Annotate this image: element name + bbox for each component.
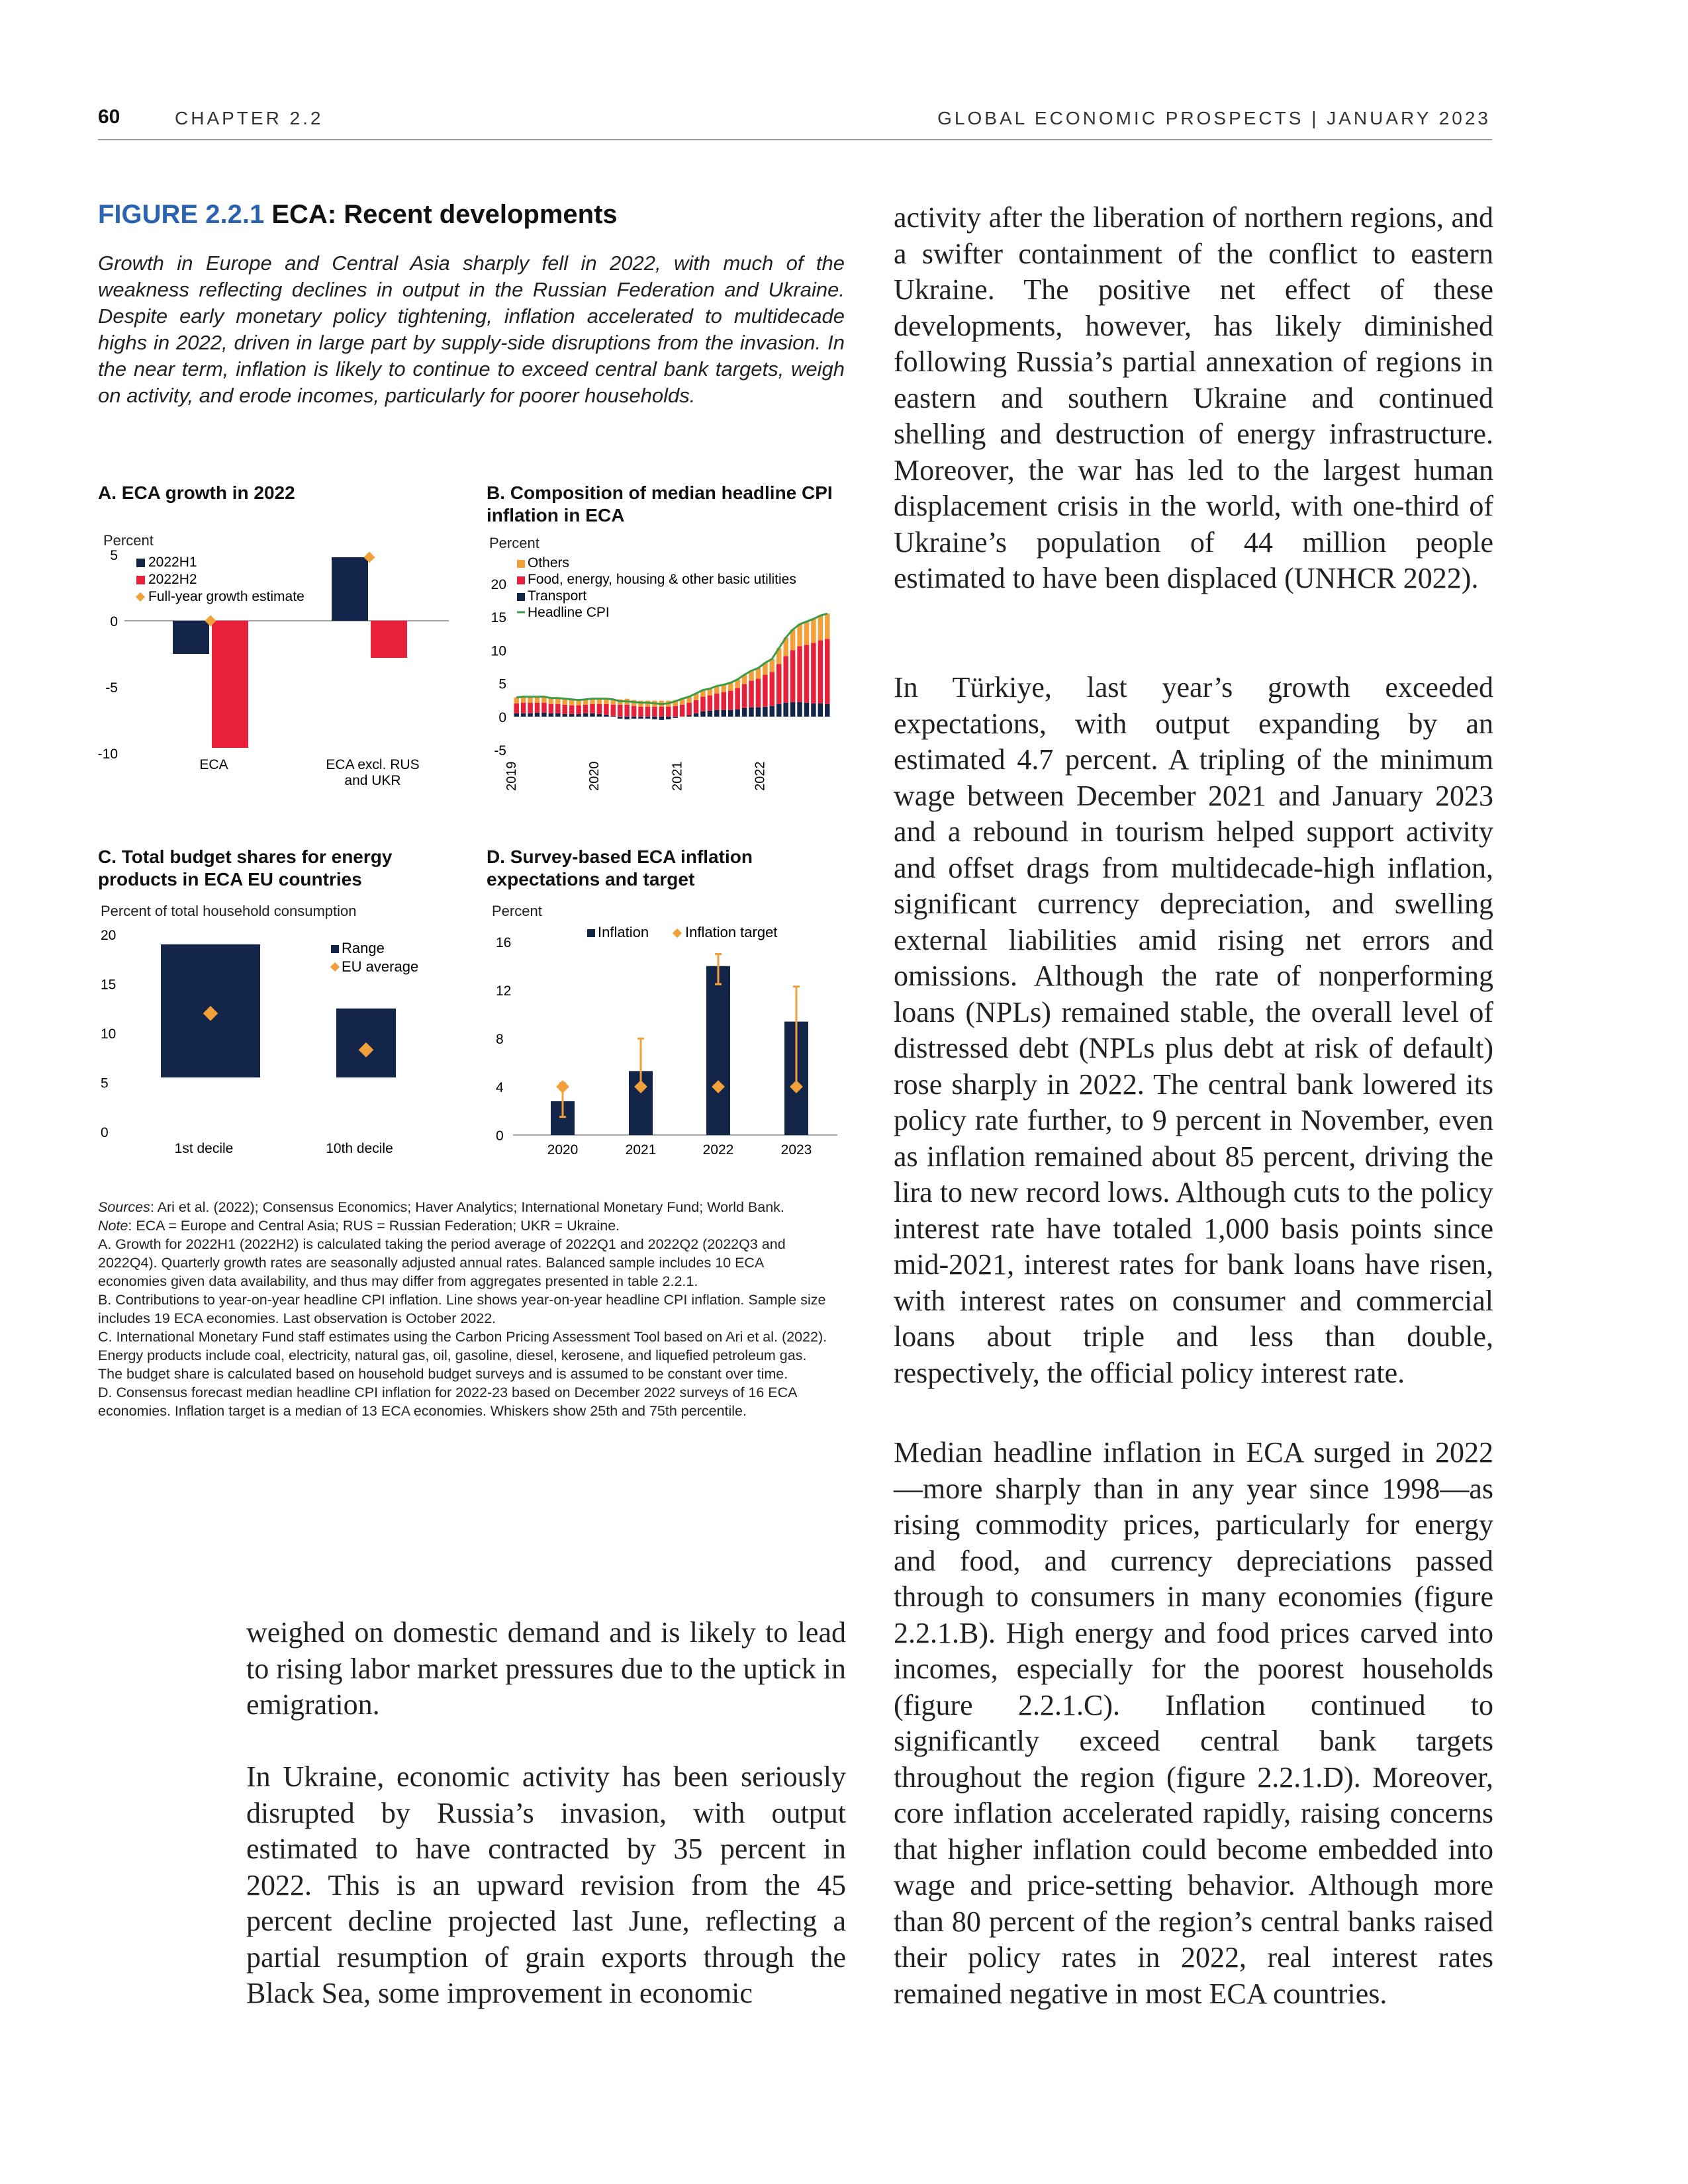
b-bar-35-1 [756,679,761,707]
sources-note [98,1198,833,1216]
legend-swatch-range [331,945,339,953]
a-ytick-3: -10 [98,747,118,762]
page-number: 60 [98,106,120,128]
a-bar-0-1 [212,621,248,748]
b-bar-38-0 [776,704,782,717]
a-bar-0-0 [173,621,209,654]
b-bar-15-0 [618,717,623,719]
a-ytick-0: 5 [110,548,118,563]
b-bar-29-0 [714,710,720,717]
b-bar-25-1 [686,703,692,715]
legend-label-range: Range [342,940,385,956]
chapter-label: CHAPTER 2.2 [175,108,324,128]
a-xtick-1b: and UKR [344,773,401,788]
b-bar-2-0 [528,713,533,717]
c-ytick-1: 15 [101,977,117,993]
b-bar-0-0 [514,713,519,717]
b-ytick-4: 0 [498,709,506,725]
panel-b-title: B. Composition of median headline CPI inflation in ECA [487,482,833,525]
sources-label: Sources [98,1199,150,1215]
b-bar-10-0 [583,713,588,717]
legend-label-fullyear: Full-year growth estimate [148,589,305,604]
d-ytick-0: 16 [496,935,512,951]
b-bar-43-2 [811,619,816,643]
b-bar-32-1 [735,688,740,709]
b-bar-34-1 [749,681,754,707]
c-ytick-4: 0 [101,1125,109,1140]
b-bar-27-0 [700,711,706,717]
note-b: B. Contributions to year-on-year headline CPI inflation. Line shows year-on-year headline CPI inflation. Sample size includes 19 ECA economies. Last observation is October 2022. [98,1292,826,1326]
legend-label-transport: Transport [528,588,587,604]
b-bar-43-1 [811,643,816,703]
b-bar-26-0 [694,713,699,717]
b-bar-42-0 [804,703,810,717]
left-paragraph-2: In Ukraine, economic activity has been seriously disrupted by Russia’s invasion, with output estimated to have contracted by 35 percent in 2022. This is an upward revision from the 45 percent decline projected last June, reflecting a partial resumption of grain exports through the Black Sea, some improvement in economic [246,1760,846,2009]
chart-d-ylabel: Percent [492,903,542,919]
b-bar-25-0 [686,715,692,717]
panel-d-title: D. Survey-based ECA inflation expectations and target [487,846,753,889]
b-bar-35-0 [756,707,761,717]
b-bar-2-1 [528,703,533,713]
b-bar-6-1 [555,704,561,713]
figure-summary: Growth in Europe and Central Asia sharply fell in 2022, with much of the weakness reflecting declines in output in the Russian Federation and Ukraine. Despite early monetary policy tightening, inflation accelerated to multidecade highs in 2022, driven in large part by supply-side disruptions from the invasion. In the near term, inflation is likely to continue to exceed central bank targets, weigh on activity, and erode incomes, particularly for poorer households. [98,251,845,407]
c-xtick-1: 10th decile [326,1141,393,1156]
legend-label-others: Others [528,555,570,570]
b-xtick-0: 2019 [504,761,519,791]
left-paragraph-1: weighed on domestic demand and is likely to lead to rising labor market pressures due to the uptick in emigration. [246,1616,846,1721]
d-xtick-0: 2020 [547,1142,579,1158]
b-bar-5-1 [549,704,554,713]
b-bar-44-2 [818,615,823,640]
legend-swatch-h2 [136,576,145,584]
b-xtick-2: 2021 [670,761,685,791]
b-bar-32-0 [735,709,740,717]
b-bar-40-0 [790,702,796,717]
legend-swatch-h1 [136,559,145,567]
a-ytick-1: 0 [110,614,118,629]
d-ytick-4: 0 [496,1128,504,1144]
b-bar-13-1 [604,704,609,715]
legend-swatch-eu-average [330,962,340,972]
b-bar-5-0 [549,713,554,717]
figure-notes [98,1198,833,1420]
b-bar-14-1 [611,705,616,716]
b-bar-7-0 [563,714,568,717]
b-bar-23-0 [673,717,678,718]
b-bar-33-1 [742,684,747,708]
b-bar-29-1 [714,694,720,710]
figure-title [98,200,618,230]
chart-a-ylabel: Percent [103,532,154,549]
legend-label-h2: 2022H2 [148,572,197,587]
b-bar-20-0 [652,717,657,719]
b-bar-45-2 [825,614,830,639]
b-bar-41-2 [797,624,802,646]
b-bar-3-1 [535,703,540,713]
publication-title: GLOBAL ECONOMIC PROSPECTS | JANUARY 2023 [937,108,1491,128]
legend-swatch-inflation [587,929,595,937]
note-a: A. Growth for 2022H1 (2022H2) is calculated taking the period average of 2022Q1 and 2022Q2 (2022Q3 and 2022Q4). Quarterly growth rates are seasonally adjusted annual rates. Balanced sample includes 10 ECA economies given data availability, and thus may differ from aggregates presented in table 2.2.1. [98,1236,786,1289]
b-ytick-5: -5 [494,743,506,758]
b-xtick-3: 2022 [753,761,768,791]
note-d: D. Consensus forecast median headline CPI inflation for 2022-23 based on December 2022 surveys of 16 ECA economies. Inflation target is a median of 13 ECA economies. Whiskers show 25th and 75th percentile. [98,1385,797,1419]
b-bar-41-0 [797,702,802,717]
b-bar-3-0 [535,713,540,717]
b-bar-40-1 [790,650,796,702]
sources-text: : Ari et al. (2022); Consensus Economics; Haver Analytics; International Monetary Fund; World Bank. [150,1199,784,1215]
c-ytick-0: 20 [101,928,117,943]
b-bar-14-0 [611,716,616,717]
b-bar-9-0 [576,714,581,717]
d-xtick-3: 2023 [780,1142,812,1158]
legend-swatch-inflation-target [673,929,682,938]
c-xtick-0: 1st decile [174,1141,234,1156]
b-bar-8-1 [569,705,575,714]
b-bar-42-1 [804,645,810,702]
b-bar-38-1 [776,664,782,704]
legend-label-inflation: Inflation [598,924,649,940]
chart-b-ylabel: Percent [489,535,539,551]
b-bar-0-1 [514,704,519,713]
b-bar-43-0 [811,704,816,717]
legend-swatch-transport [517,593,525,601]
b-bar-16-0 [624,717,630,719]
a-bar-1-1 [371,621,407,658]
b-bar-0-2 [514,698,519,704]
abbrev-note [98,1216,833,1235]
d-bar-2 [706,966,730,1135]
c-ytick-2: 10 [101,1026,117,1042]
b-bar-30-1 [722,692,727,710]
d-ytick-2: 8 [496,1032,504,1048]
c-ytick-3: 5 [101,1075,109,1091]
note-c: C. International Monetary Fund staff estimates using the Carbon Pricing Assessment Tool based on Ari et al. (2022). Energy products include coal, electricity, natural gas, oil, gasoline, diesel, kerosene, and liquefied petroleum gas. The budget share is calculated based on household budget surveys and is assumed to be constant over time. [98,1329,827,1382]
b-bar-44-0 [818,704,823,717]
b-bar-16-1 [624,705,630,717]
legend-swatch-fullyear [136,592,145,602]
note-text: : ECA = Europe and Central Asia; RUS = Russian Federation; UKR = Ukraine. [128,1218,620,1234]
a-xtick-0: ECA [199,757,228,772]
d-xtick-2: 2022 [702,1142,734,1158]
b-ytick-1: 15 [491,610,506,626]
b-bar-7-1 [563,705,568,714]
note-label: Note [98,1218,128,1234]
b-bar-36-1 [763,675,768,707]
b-bar-39-1 [783,656,788,702]
legend-swatch-food [517,576,525,584]
d-target-0 [556,1080,569,1093]
b-bar-1-1 [521,703,526,713]
b-bar-12-1 [597,704,602,714]
right-paragraph-2: In Türkiye, last year’s growth exceeded expectations, with output expanding by an estimated 4.7 percent. A tripling of the minimum wage between December 2021 and January 2023 and a rebound in tourism helped support activity and offset drags from multidecade-high inflation, significant currency depreciation, and swelling external liabilities amid rising net errors and omissions. Although the rate of nonperforming loans (NPLs) remained stable, the overall level of distressed debt (NPLs plus debt at risk of default) rose sharply in 2022. The central bank lowered its policy rate further, to 9 percent in November, even as inflation remained about 85 percent, driving the lira to new record lows. Although cuts to the policy interest rate have totaled 1,000 basis points since mid-2021, interest rates for bank loans have risen, with interest rates on consumer and commercial loans about triple and less than double, respectively, the official policy interest rate. [894,671,1493,1389]
b-bar-36-0 [763,707,768,717]
b-bar-15-1 [618,705,623,717]
panel-c-title: C. Total budget shares for energy products in ECA EU countries [98,846,393,889]
right-paragraph-1: activity after the liberation of northern regions, and a swifter containment of the conflict to eastern Ukraine. The positive net effect of these developments, however, has likely diminished following Russia’s partial annexation of regions in eastern and southern Ukraine and continued shelling and destruction of energy infrastructure. Moreover, the war has led to the largest human displacement crisis in the world, with one-third of Ukraine’s population of 44 million people estimated to have been displaced (UNHCR 2022). [894,201,1493,594]
b-bar-13-0 [604,715,609,717]
legend-label-eu-average: EU average [342,958,419,975]
b-bar-34-0 [749,707,754,717]
b-ytick-0: 20 [491,577,506,592]
b-bar-31-1 [728,691,733,710]
b-bar-28-0 [708,711,713,717]
b-bar-44-1 [818,640,823,703]
b-bar-4-1 [541,703,547,713]
b-bar-12-0 [597,714,602,717]
b-bar-9-1 [576,705,581,714]
b-bar-11-0 [590,713,595,717]
a-bar-1-0 [332,557,368,621]
chart-c [98,900,469,1171]
a-xtick-1a: ECA excl. RUS [326,757,420,772]
b-xtick-1: 2020 [587,761,602,791]
b-ytick-3: 5 [498,676,506,692]
chart-b [487,529,844,807]
b-bar-42-2 [804,621,810,645]
legend-label-headline: Headline CPI [528,605,610,620]
right-paragraph-3: Median headline inflation in ECA surged in 2022—more sharply than in any year since 1998—as rising commodity prices, particularly for energy and food, and currency depreciations passed through to consumers in many economies (figure 2.2.1.B). High energy and food prices carved into incomes, especially for the poorest households (figure 2.2.1.C). Inflation continued to significantly exceed central bank targets throughout the region (figure 2.2.1.D). Moreover, core inflation accelerated rapidly, raising concerns that higher inflation could become embedded into wage and price-setting behavior. Although more than 80 percent of the region’s central banks raised their policy rates in 2022, real interest rates remained negative in most ECA countries. [894,1436,1493,2010]
b-bar-26-1 [694,700,699,713]
b-bar-19-1 [645,707,651,717]
b-bar-24-1 [680,705,685,717]
panel-a-title: A. ECA growth in 2022 [98,482,295,503]
b-bar-23-1 [673,706,678,717]
b-bar-6-0 [555,713,561,717]
b-bar-31-0 [728,710,733,717]
legend-label-food: Food, energy, housing & other basic utilities [528,572,796,587]
b-bar-18-1 [638,707,643,717]
b-bar-33-0 [742,708,747,717]
figure-heading: ECA: Recent developments [271,200,618,229]
b-bar-39-0 [783,703,788,717]
b-bar-1-0 [521,713,526,717]
chart-a [98,529,469,807]
d-ytick-1: 12 [496,983,512,999]
d-ytick-3: 4 [496,1080,504,1096]
b-bar-20-1 [652,707,657,717]
b-bar-19-0 [645,717,651,719]
b-bar-18-0 [638,717,643,719]
chart-d [487,900,844,1171]
legend-label-inflation-target: Inflation target [685,924,778,940]
b-bar-11-1 [590,704,595,713]
b-bar-37-0 [770,706,775,717]
chart-c-ylabel: Percent of total household consumption [101,903,357,919]
a-ytick-2: -5 [105,680,118,696]
figure-label: FIGURE 2.2.1 [98,200,265,229]
b-ytick-2: 10 [491,643,506,659]
b-bar-45-0 [825,704,830,717]
b-bar-22-0 [666,717,671,719]
b-bar-21-0 [659,717,665,720]
b-bar-17-1 [632,706,637,717]
b-bar-28-1 [708,696,713,711]
b-bar-45-1 [825,639,830,704]
b-bar-22-1 [666,707,671,717]
b-bar-30-0 [722,710,727,717]
b-bar-37-1 [770,672,775,706]
b-bar-21-1 [659,707,665,717]
b-bar-41-1 [797,646,802,702]
header-rule [98,139,1492,140]
b-bar-17-0 [632,717,637,719]
b-bar-10-1 [583,705,588,713]
b-bar-27-1 [700,697,706,711]
legend-label-h1: 2022H1 [148,555,197,570]
b-bar-8-0 [569,714,575,717]
b-bar-4-0 [541,713,547,717]
d-xtick-1: 2021 [625,1142,657,1158]
legend-swatch-others [517,560,525,568]
